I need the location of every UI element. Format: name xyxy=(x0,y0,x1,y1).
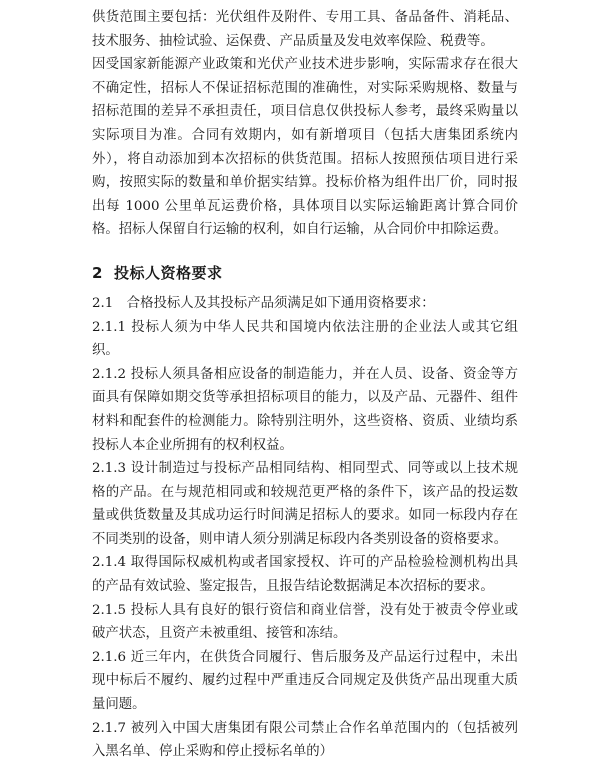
section-title: 投标人资格要求 xyxy=(114,263,223,282)
section-number: 2 xyxy=(92,263,103,282)
item-2-1: 2.1 合格投标人及其投标产品须满足如下通用资格要求： xyxy=(92,295,435,311)
item-2-1-6: 2.1.6 近三年内，在供货合同履行、售后服务及产品运行过程中，未出现中标后不履约、履约过程中严重违反合同规定及供货产品出现重大质量问题。 xyxy=(92,649,518,713)
item-2-1-5: 2.1.5 投标人具有良好的银行资信和商业信誉，没有处于被责令停业或破产状态，且资产未被重组、接管和冻结。 xyxy=(92,602,518,642)
paragraph-supply-scope: 供货范围主要包括：光伏组件及附件、专用工具、备品备件、消耗品、技术服务、抽检试验、运保费、产品质量及发电效率保险、税费等。 xyxy=(92,10,518,49)
item-2-1-3: 2.1.3 设计制造过与投标产品相同结构、相同型式、同等或以上技术规格的产品。在与规范相同或和较规范更严格的条件下，该产品的投运数量或供货数量及其成功运行时间满足招标人的要求。如同一标段内存在不同类别的设备，则申请人须分别满足标段内各类别设备的资格要求。 xyxy=(92,461,518,547)
item-2-1-2: 2.1.2 投标人须具备相应设备的制造能力，并在人员、设备、资金等方面具有保障如期交货等承担招标项目的能力，以及产品、元器件、组件材料和配套件的检测能力。除特别注明外，这些资格、资质、业绩均系投标人本企业所拥有的权利权益。 xyxy=(92,366,518,453)
item-2-1-4: 2.1.4 取得国际权威机构或者国家授权、许可的产品检验检测机构出具的产品有效试验、鉴定报告，且报告结论数据满足本次招标的要求。 xyxy=(92,555,518,595)
item-2-1-7: 2.1.7 被列入中国大唐集团有限公司禁止合作名单范围内的（包括被列入黑名单、停止采购和停止授标名单的） xyxy=(92,720,518,760)
document-page xyxy=(92,6,518,764)
section-heading xyxy=(92,262,518,284)
paragraph-uncertainty-notice: 因受国家新能源产业政策和光伏产业技术进步影响，实际需求存在很大不确定性，招标人不保证招标范围的准确性，对实际采购规格、数量与招标范围的差异不承担责任，项目信息仅供投标人参考，最终采购量以实际项目为准。合同有效期内，如有新增项目（包括大唐集团系统内外），将自动添加到本次招标的供货范围。招标人按照预估项目进行采购，按照实际的数量和单价据实结算。投标价格为组件出厂价，同时报出每 1000 公里单瓦运费价格，具体项目以实际运输距离计算合同价格。招标人保留自行运输的权利，如自行运输，从合同价中扣除运费。 xyxy=(92,57,518,238)
item-2-1-1: 2.1.1 投标人须为中华人民共和国境内依法注册的企业法人或其它组织。 xyxy=(92,319,518,359)
